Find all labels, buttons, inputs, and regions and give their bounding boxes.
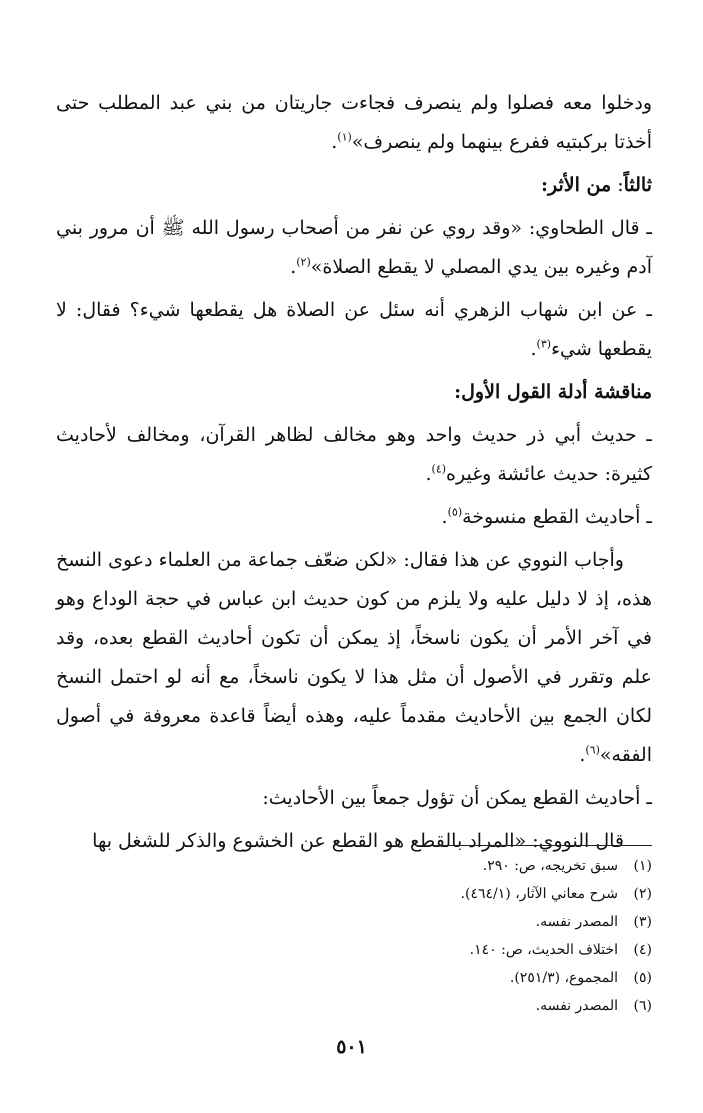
paragraph-text: ـ أحاديث القطع منسوخة: [462, 506, 652, 528]
footnote-item: [56, 852, 652, 880]
paragraph-text: ـ قال الطحاوي: «وقد روي عن نفر من أصحاب رسول الله ﷺ أن مرور بني آدم وغيره بين يدي المصلي لا يقطع الصلاة»: [56, 217, 652, 278]
footnote-item: [56, 964, 652, 992]
footnote-text: المصدر نفسه.: [535, 914, 618, 930]
paragraph-text: قال النووي: «المراد بالقطع هو القطع عن الخشوع والذكر للشغل بها: [92, 830, 624, 852]
section-heading-athar: [56, 166, 652, 205]
paragraph-3: [56, 291, 652, 369]
footnote-item: [56, 936, 652, 964]
footnote-number: (٢): [633, 886, 652, 902]
section-heading-discussion: [56, 373, 652, 412]
footnote-number: (٥): [633, 970, 652, 986]
paragraph-7: [56, 779, 652, 818]
footnote-text: سبق تخريجه، ص: ٢٩٠.: [482, 858, 618, 874]
paragraph-end: .: [441, 506, 448, 528]
footnote-text: شرح معاني الآثار، (٤٦٤/١).: [460, 886, 618, 902]
body-text: [56, 84, 652, 865]
footnote-ref: (٣): [536, 337, 552, 351]
paragraph-1: [56, 84, 652, 162]
paragraph-end: .: [331, 131, 338, 153]
paragraph-text: ودخلوا معه فصلوا ولم ينصرف فجاءت جاريتان من بني عبد المطلب حتى أخذتا بركبتيه ففرع بينهما ولم ينصرف»: [56, 92, 652, 153]
footnote-item: [56, 908, 652, 936]
page-number: ٥٠١: [336, 1036, 367, 1058]
paragraph-2: [56, 209, 652, 287]
footnote-text: المجموع، (٢٥١/٣).: [509, 970, 618, 986]
footnote-text: اختلاف الحديث، ص: ١٤٠.: [469, 942, 618, 958]
footnote-number: (٣): [633, 914, 652, 930]
footnote-ref: (٢): [296, 255, 311, 269]
heading-text: مناقشة أدلة القول الأول:: [454, 381, 652, 403]
footnote-number: (٦): [633, 998, 652, 1014]
footnote-number: (٤): [633, 942, 652, 958]
paragraph-end: .: [290, 256, 297, 278]
paragraph-end: .: [530, 338, 537, 360]
paragraph-end: .: [579, 744, 586, 766]
footnote-item: [56, 992, 652, 1020]
footnotes-list: [56, 852, 652, 1020]
heading-text: ثالثاً: [623, 174, 652, 196]
paragraph-end: .: [425, 463, 432, 485]
footnote-item: [56, 880, 652, 908]
paragraph-6: [56, 541, 652, 775]
paragraph-text: وأجاب النووي عن هذا فقال: «لكن ضعّف جماعة من العلماء دعوى النسخ هذه، إذ لا دليل عليه ولا يلزم من كون حديث ابن عباس في حجة الوداع وهو في آخر الأمر أن يكون ناسخاً، إذ يمكن أن تكون أحاديث القطع بعده، وقد علم وتقرر في الأصول أن مثل هذا لا يكون ناسخاً، مع أنه لو احتمل النسخ لكان الجمع بين الأحاديث مقدماً عليه، وهذه أيضاً قاعدة معروفة في أصول الفقه»: [56, 549, 652, 766]
footnote-ref: (١): [337, 130, 352, 144]
footnote-ref: (٦): [585, 743, 600, 757]
footnote-ref: (٤): [431, 462, 447, 476]
paragraph-4: [56, 416, 652, 494]
paragraph-5: [56, 498, 652, 537]
footnote-number: (١): [633, 858, 652, 874]
paragraph-text: ـ حديث أبي ذر حديث واحد وهو مخالف لظاهر القرآن، ومخالف لأحاديث كثيرة: حديث عائشة وغيره: [56, 424, 652, 485]
heading-separator: :: [611, 174, 624, 196]
footnote-divider: [436, 845, 652, 846]
paragraph-text: ـ عن ابن شهاب الزهري أنه سئل عن الصلاة هل يقطعها شيء؟ فقال: لا يقطعها شيء: [56, 299, 652, 360]
footnote-text: المصدر نفسه.: [535, 998, 618, 1014]
paragraph-text: ـ أحاديث القطع يمكن أن تؤول جمعاً بين الأحاديث:: [262, 787, 652, 809]
footnote-ref: (٥): [447, 505, 463, 519]
heading-text: من الأثر:: [541, 174, 612, 196]
